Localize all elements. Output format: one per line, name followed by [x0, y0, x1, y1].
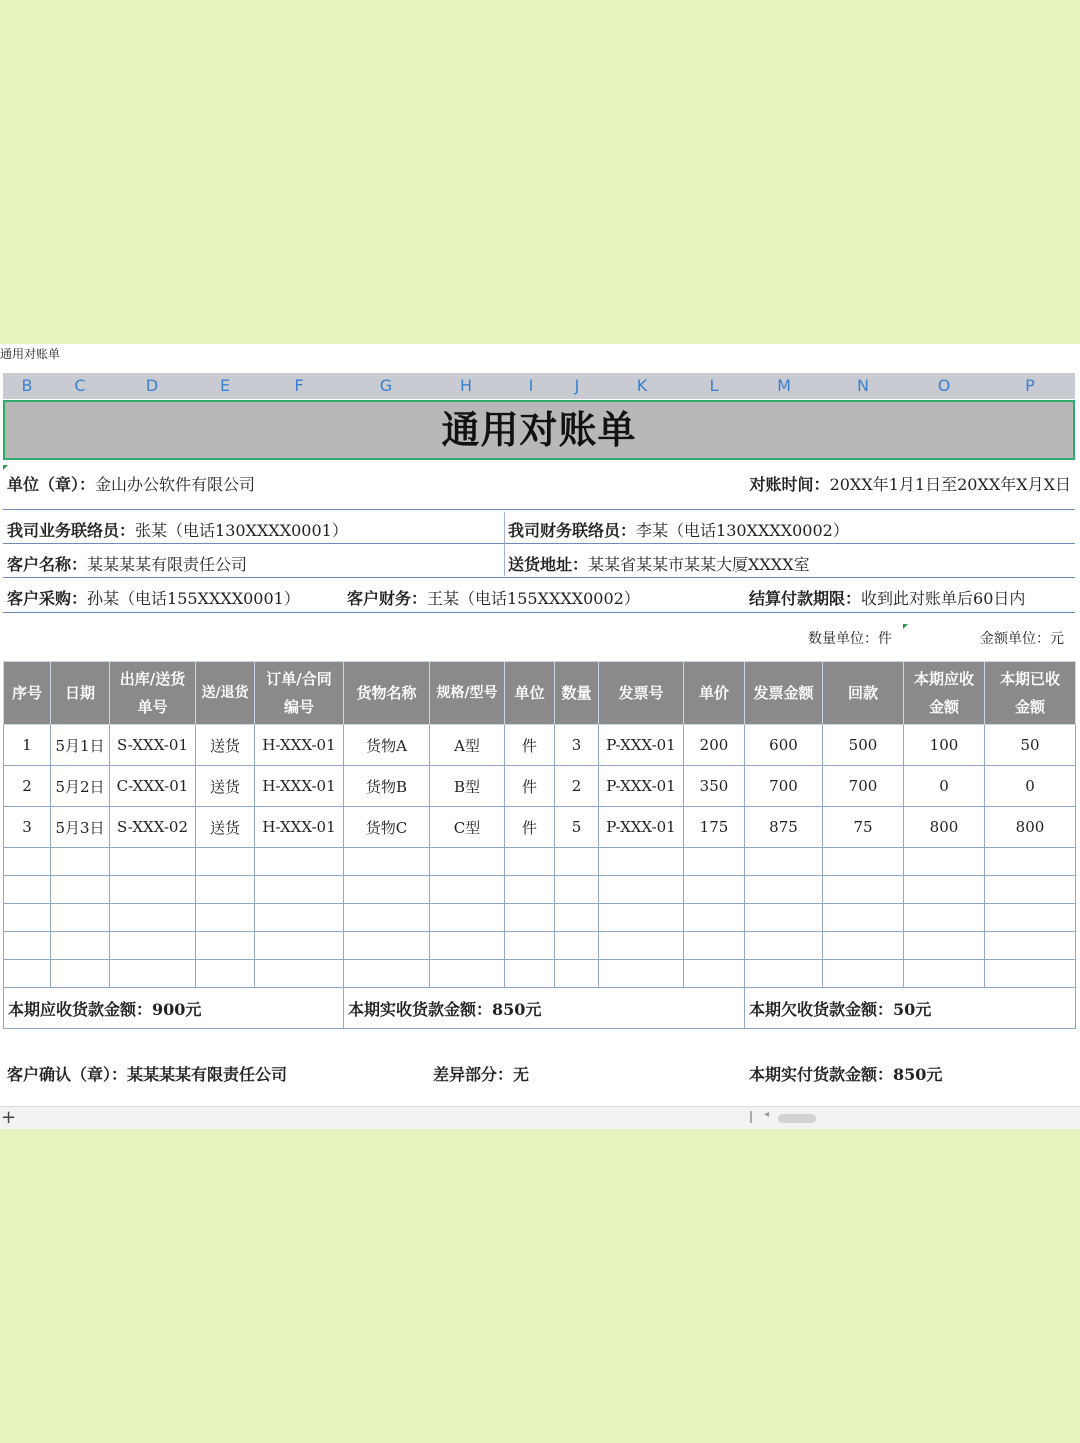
table-cell[interactable]: 3	[4, 807, 51, 848]
table-cell[interactable]: 500	[823, 725, 904, 766]
empty-cell[interactable]	[505, 876, 555, 904]
empty-cell[interactable]	[599, 932, 684, 960]
table-cell[interactable]: 件	[505, 725, 555, 766]
empty-cell[interactable]	[505, 848, 555, 876]
table-cell[interactable]: 件	[505, 807, 555, 848]
column-header[interactable]: 出库/送货单号	[110, 662, 196, 725]
empty-cell[interactable]	[823, 904, 904, 932]
empty-cell[interactable]	[985, 848, 1076, 876]
column-header-p[interactable]: P	[1025, 376, 1035, 395]
fin-contact-value: 李某（电话130XXXX0002）	[636, 521, 849, 540]
table-header-row	[4, 662, 1076, 725]
empty-cell[interactable]	[555, 848, 599, 876]
table-cell[interactable]: 0	[904, 766, 985, 807]
empty-cell[interactable]	[255, 904, 344, 932]
customer-finance-line[interactable]	[347, 586, 640, 609]
empty-cell[interactable]	[51, 932, 110, 960]
column-header-h[interactable]: H	[459, 376, 473, 395]
table-cell[interactable]: A型	[430, 725, 505, 766]
customer-finance-label: 客户财务：	[347, 589, 428, 608]
empty-cell[interactable]	[904, 932, 985, 960]
column-header-m[interactable]: M	[777, 376, 791, 395]
column-header-d[interactable]: D	[145, 376, 159, 395]
empty-row	[4, 876, 1076, 904]
table-cell[interactable]: P-XXX-01	[599, 725, 684, 766]
page-title: 通用对账单	[441, 408, 637, 452]
table-cell[interactable]: 100	[904, 725, 985, 766]
table-cell[interactable]: 2	[555, 766, 599, 807]
empty-cell[interactable]	[430, 876, 505, 904]
column-header[interactable]: 规格/型号	[430, 662, 505, 725]
column-header[interactable]: 本期已收金额	[985, 662, 1076, 725]
empty-cell[interactable]	[51, 960, 110, 988]
table-row	[4, 766, 1076, 807]
empty-row	[4, 960, 1076, 988]
table-cell[interactable]: 800	[904, 807, 985, 848]
empty-cell[interactable]	[196, 876, 255, 904]
date-label: 对账时间：	[749, 475, 830, 494]
quantity-unit[interactable]: 数量单位：件	[808, 631, 892, 647]
empty-row	[4, 932, 1076, 960]
empty-cell[interactable]	[196, 932, 255, 960]
customer-value: 某某某某有限责任公司	[87, 555, 248, 574]
empty-cell[interactable]	[555, 904, 599, 932]
empty-cell[interactable]	[344, 904, 430, 932]
table-cell[interactable]: C型	[430, 807, 505, 848]
empty-cell[interactable]	[344, 876, 430, 904]
company-label: 单位（章）：	[7, 475, 96, 494]
column-header[interactable]: 送/退货	[196, 662, 255, 725]
empty-cell[interactable]	[344, 960, 430, 988]
empty-cell[interactable]	[684, 960, 745, 988]
column-header[interactable]: 日期	[51, 662, 110, 725]
purchase-value: 孙某（电话155XXXX0001）	[87, 589, 300, 608]
table-cell[interactable]: 货物B	[344, 766, 430, 807]
table-cell[interactable]: 700	[745, 766, 823, 807]
column-header[interactable]: 单价	[684, 662, 745, 725]
table-cell[interactable]: 800	[985, 807, 1076, 848]
empty-cell[interactable]	[904, 904, 985, 932]
table-cell[interactable]: P-XXX-01	[599, 807, 684, 848]
column-header-b[interactable]: B	[21, 376, 33, 395]
empty-cell[interactable]	[684, 904, 745, 932]
empty-cell[interactable]	[823, 960, 904, 988]
empty-cell[interactable]	[4, 848, 51, 876]
column-header[interactable]: 货物名称	[344, 662, 430, 725]
empty-cell[interactable]	[745, 848, 823, 876]
empty-cell[interactable]	[110, 848, 196, 876]
empty-row	[4, 904, 1076, 932]
empty-cell[interactable]	[745, 904, 823, 932]
table-row	[4, 807, 1076, 848]
divider	[3, 509, 1075, 510]
empty-cell[interactable]	[430, 904, 505, 932]
table-cell[interactable]: 5月1日	[51, 725, 110, 766]
column-header[interactable]: 发票金额	[745, 662, 823, 725]
date-line[interactable]	[750, 472, 1071, 495]
table-cell[interactable]: 700	[823, 766, 904, 807]
biz-contact-value: 张某（电话130XXXX0001）	[135, 521, 348, 540]
owed-total[interactable]: 本期欠收货款金额：50元	[745, 988, 1076, 1029]
table-cell[interactable]: P-XXX-01	[599, 766, 684, 807]
empty-cell[interactable]	[430, 932, 505, 960]
empty-cell[interactable]	[110, 904, 196, 932]
empty-cell[interactable]	[823, 932, 904, 960]
divider	[3, 612, 1075, 613]
comment-marker-icon	[903, 624, 908, 629]
empty-cell[interactable]	[823, 876, 904, 904]
table-cell[interactable]: H-XXX-01	[255, 766, 344, 807]
purchase-line[interactable]	[7, 586, 300, 609]
column-header[interactable]: 回款	[823, 662, 904, 725]
table-cell[interactable]: 50	[985, 725, 1076, 766]
table-cell[interactable]: 600	[745, 725, 823, 766]
empty-cell[interactable]	[823, 848, 904, 876]
company-value: 金山办公软件有限公司	[95, 475, 256, 494]
empty-cell[interactable]	[255, 876, 344, 904]
divider	[3, 577, 1075, 578]
column-header-e[interactable]: E	[219, 376, 231, 395]
empty-cell[interactable]	[430, 848, 505, 876]
column-header-i[interactable]: I	[528, 376, 534, 395]
statement-table	[3, 661, 1076, 1029]
column-header-l[interactable]: L	[709, 376, 719, 395]
comment-marker-icon	[3, 465, 8, 470]
empty-cell[interactable]	[110, 960, 196, 988]
empty-cell[interactable]	[985, 904, 1076, 932]
empty-row	[4, 848, 1076, 876]
empty-cell[interactable]	[904, 876, 985, 904]
table-cell[interactable]: 875	[745, 807, 823, 848]
empty-cell[interactable]	[4, 876, 51, 904]
empty-cell[interactable]	[4, 932, 51, 960]
table-cell[interactable]: S-XXX-01	[110, 725, 196, 766]
table-cell[interactable]: 件	[505, 766, 555, 807]
column-header-k[interactable]: K	[636, 376, 648, 395]
table-cell[interactable]: S-XXX-02	[110, 807, 196, 848]
empty-cell[interactable]	[255, 960, 344, 988]
empty-cell[interactable]	[745, 932, 823, 960]
table-cell[interactable]: 200	[684, 725, 745, 766]
table-cell[interactable]: 5月2日	[51, 766, 110, 807]
column-header[interactable]: 本期应收金额	[904, 662, 985, 725]
table-cell[interactable]: 175	[684, 807, 745, 848]
empty-cell[interactable]	[430, 960, 505, 988]
table-cell[interactable]: 0	[985, 766, 1076, 807]
table-cell[interactable]: 1	[4, 725, 51, 766]
totals-row	[4, 988, 1076, 1029]
empty-cell[interactable]	[110, 932, 196, 960]
customer-line[interactable]	[7, 552, 247, 575]
empty-cell[interactable]	[745, 960, 823, 988]
empty-cell[interactable]	[985, 876, 1076, 904]
empty-cell[interactable]	[4, 960, 51, 988]
column-header[interactable]: 数量	[555, 662, 599, 725]
empty-cell[interactable]	[505, 904, 555, 932]
empty-cell[interactable]	[684, 876, 745, 904]
column-header-bar	[3, 373, 1075, 399]
fin-contact-line[interactable]	[508, 518, 849, 541]
empty-cell[interactable]	[599, 904, 684, 932]
empty-cell[interactable]	[344, 932, 430, 960]
scroll-left-icon[interactable]: ◂	[764, 1109, 770, 1120]
empty-cell[interactable]	[344, 848, 430, 876]
empty-cell[interactable]	[904, 848, 985, 876]
empty-cell[interactable]	[255, 848, 344, 876]
divider	[3, 543, 1075, 544]
table-cell[interactable]: 5	[555, 807, 599, 848]
company-line[interactable]	[7, 472, 255, 495]
empty-cell[interactable]	[196, 960, 255, 988]
table-cell[interactable]: B型	[430, 766, 505, 807]
empty-cell[interactable]	[599, 848, 684, 876]
column-header-g[interactable]: G	[379, 376, 393, 395]
column-header[interactable]: 订单/合同编号	[255, 662, 344, 725]
empty-cell[interactable]	[505, 960, 555, 988]
table-cell[interactable]: H-XXX-01	[255, 807, 344, 848]
empty-cell[interactable]	[196, 904, 255, 932]
scroll-divider[interactable]	[750, 1111, 752, 1123]
empty-cell[interactable]	[110, 876, 196, 904]
table-cell[interactable]: 75	[823, 807, 904, 848]
receivable-total[interactable]: 本期应收货款金额：900元	[4, 988, 344, 1029]
empty-cell[interactable]	[51, 848, 110, 876]
table-cell[interactable]: 货物C	[344, 807, 430, 848]
table-cell[interactable]: 送货	[196, 725, 255, 766]
table-row	[4, 725, 1076, 766]
fin-contact-label: 我司财务联络员：	[508, 521, 637, 540]
payment-term-label: 结算付款期限：	[749, 589, 862, 608]
empty-cell[interactable]	[684, 932, 745, 960]
add-sheet-icon[interactable]: +	[1, 1107, 17, 1128]
table-cell[interactable]: 350	[684, 766, 745, 807]
horizontal-scrollbar-thumb[interactable]	[778, 1114, 816, 1123]
customer-finance-value: 王某（电话155XXXX0002）	[427, 589, 640, 608]
empty-cell[interactable]	[904, 960, 985, 988]
biz-contact-line[interactable]	[7, 518, 348, 541]
table-cell[interactable]: 送货	[196, 807, 255, 848]
empty-cell[interactable]	[51, 876, 110, 904]
empty-cell[interactable]	[505, 932, 555, 960]
received-total[interactable]: 本期实收货款金额：850元	[344, 988, 745, 1029]
column-header-f[interactable]: F	[294, 376, 304, 395]
spreadsheet-window	[0, 344, 1080, 1129]
payment-term-value: 收到此对账单后60日内	[861, 589, 1026, 608]
purchase-label: 客户采购：	[7, 589, 88, 608]
sheet-tab-bar	[0, 1106, 1080, 1129]
table-cell[interactable]: 5月3日	[51, 807, 110, 848]
document-tab-title[interactable]: 通用对账单	[0, 347, 61, 361]
empty-cell[interactable]	[255, 932, 344, 960]
customer-label: 客户名称：	[7, 555, 88, 574]
empty-cell[interactable]	[196, 848, 255, 876]
empty-cell[interactable]	[555, 960, 599, 988]
payment-term-line[interactable]	[749, 586, 1025, 609]
empty-cell[interactable]	[555, 876, 599, 904]
empty-cell[interactable]	[599, 960, 684, 988]
table-cell[interactable]: H-XXX-01	[255, 725, 344, 766]
table-cell[interactable]: 货物A	[344, 725, 430, 766]
empty-cell[interactable]	[985, 960, 1076, 988]
column-header-j[interactable]: J	[574, 376, 580, 395]
column-header[interactable]: 单位	[505, 662, 555, 725]
empty-cell[interactable]	[51, 904, 110, 932]
table-cell[interactable]: 3	[555, 725, 599, 766]
customer-confirm[interactable]: 客户确认（章）：某某某某有限责任公司	[7, 1065, 288, 1084]
difference-note[interactable]: 差异部分：无	[433, 1065, 530, 1084]
column-header[interactable]: 序号	[4, 662, 51, 725]
empty-cell[interactable]	[599, 876, 684, 904]
amount-unit[interactable]: 金额单位：元	[980, 631, 1064, 647]
empty-cell[interactable]	[4, 904, 51, 932]
empty-cell[interactable]	[555, 932, 599, 960]
empty-cell[interactable]	[745, 876, 823, 904]
address-label: 送货地址：	[508, 555, 589, 574]
date-value: 20XX年1月1日至20XX年X月X日	[829, 475, 1071, 494]
actual-paid-total[interactable]: 本期实付货款金额：850元	[749, 1065, 943, 1084]
empty-cell[interactable]	[985, 932, 1076, 960]
address-line[interactable]	[508, 552, 810, 575]
title-cell[interactable]	[3, 400, 1075, 460]
table-cell[interactable]: 送货	[196, 766, 255, 807]
biz-contact-label: 我司业务联络员：	[7, 521, 136, 540]
table-cell[interactable]: C-XXX-01	[110, 766, 196, 807]
column-header[interactable]: 发票号	[599, 662, 684, 725]
column-header-n[interactable]: N	[857, 376, 869, 395]
column-header-c[interactable]: C	[74, 376, 86, 395]
empty-cell[interactable]	[684, 848, 745, 876]
column-header-o[interactable]: O	[937, 376, 951, 395]
address-value: 某某省某某市某某大厦XXXX室	[588, 555, 810, 574]
divider	[504, 512, 505, 576]
table-cell[interactable]: 2	[4, 766, 51, 807]
